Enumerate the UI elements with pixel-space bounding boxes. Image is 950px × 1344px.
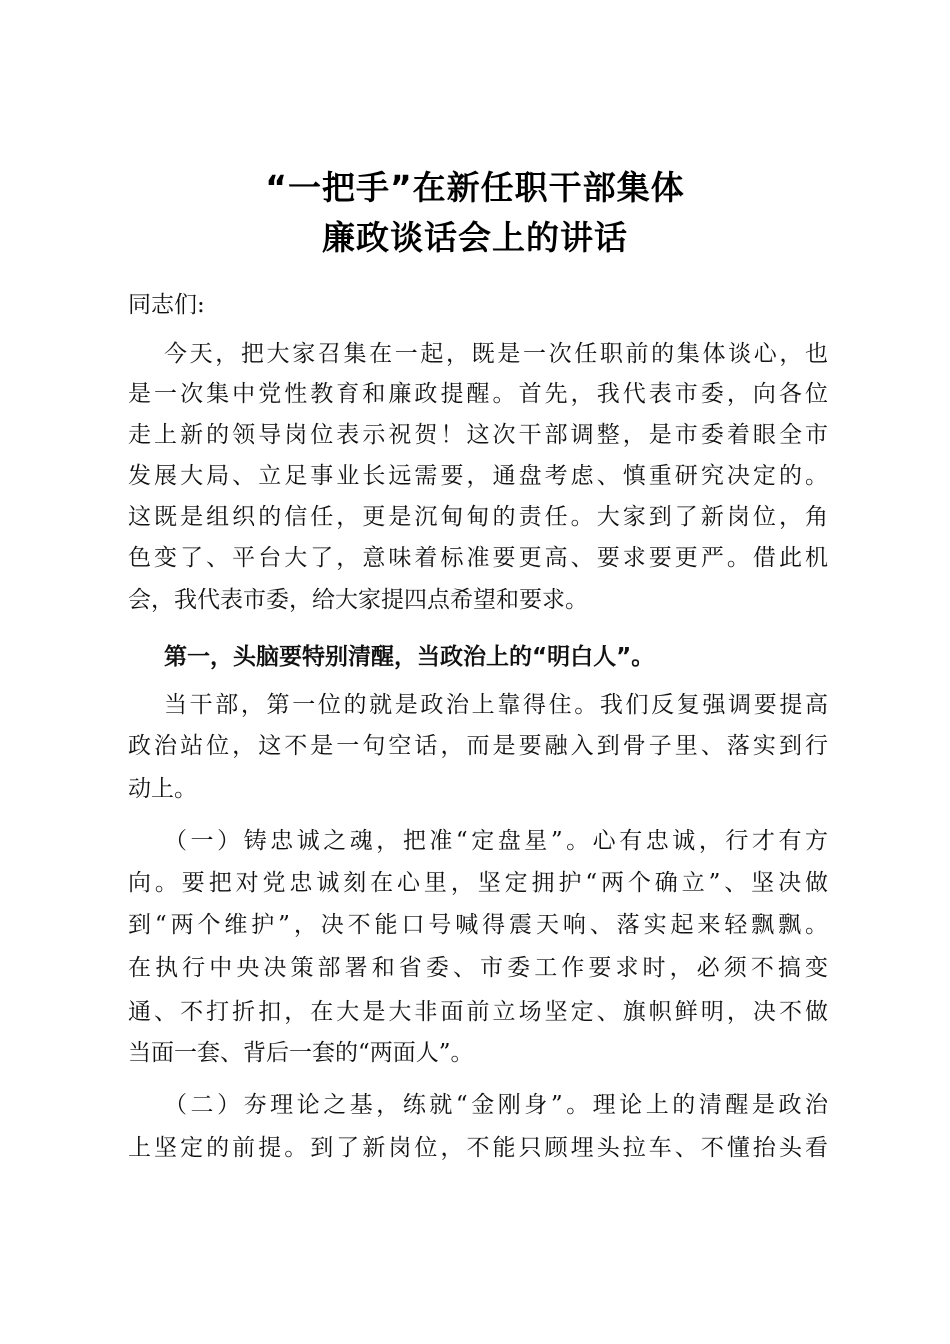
- paragraph-line: 发展大局、立足事业长远需要，通盘考虑、慎重研究决定的。: [128, 463, 828, 489]
- paragraph-line: 政治站位，这不是一句空话，而是要融入到骨子里、落实到行: [128, 733, 828, 759]
- paragraph-line: 今天，把大家召集在一起，既是一次任职前的集体谈心，也: [164, 341, 828, 367]
- paragraph-line: 上坚定的前提。到了新岗位，不能只顾埋头拉车、不懂抬头看: [128, 1135, 828, 1161]
- paragraph-line: （一）铸忠诚之魂，把准“定盘星”。心有忠诚，行才有方: [164, 828, 828, 854]
- paragraph-line: 向。要把对党忠诚刻在心里，坚定拥护“两个确立”、坚决做: [128, 870, 828, 896]
- paragraph-line: 当面一套、背后一套的“两面人”。: [128, 1040, 474, 1066]
- paragraph-line: 通、不打折扣，在大是大非面前立场坚定、旗帜鲜明，决不做: [128, 999, 828, 1025]
- paragraph-line: 当干部，第一位的就是政治上靠得住。我们反复强调要提高: [164, 692, 828, 718]
- document-title-line-2: 廉政谈话会上的讲话: [322, 218, 628, 257]
- paragraph-line: （二）夯理论之基，练就“金刚身”。理论上的清醒是政治: [164, 1092, 828, 1118]
- paragraph-line: 走上新的领导岗位表示祝贺！这次干部调整，是市委着眼全市: [128, 422, 828, 448]
- paragraph-line: 是一次集中党性教育和廉政提醒。首先，我代表市委，向各位: [128, 381, 828, 407]
- section-heading: 第一，头脑要特别清醒，当政治上的“明白人”。: [164, 644, 655, 670]
- paragraph-line: 到“两个维护”，决不能口号喊得震天响、落实起来轻飘飘。: [128, 912, 828, 938]
- salutation: 同志们:: [128, 292, 205, 318]
- paragraph-line: 这既是组织的信任，更是沉甸甸的责任。大家到了新岗位，角: [128, 504, 828, 530]
- document-title-line-1: “一把手”在新任职干部集体: [265, 168, 685, 207]
- paragraph-line: 色变了、平台大了，意味着标准要更高、要求要更严。借此机: [128, 545, 828, 571]
- paragraph-line: 会，我代表市委，给大家提四点希望和要求。: [128, 587, 588, 613]
- paragraph-line: 动上。: [128, 776, 197, 802]
- paragraph-line: 在执行中央决策部署和省委、市委工作要求时，必须不搞变: [128, 955, 828, 981]
